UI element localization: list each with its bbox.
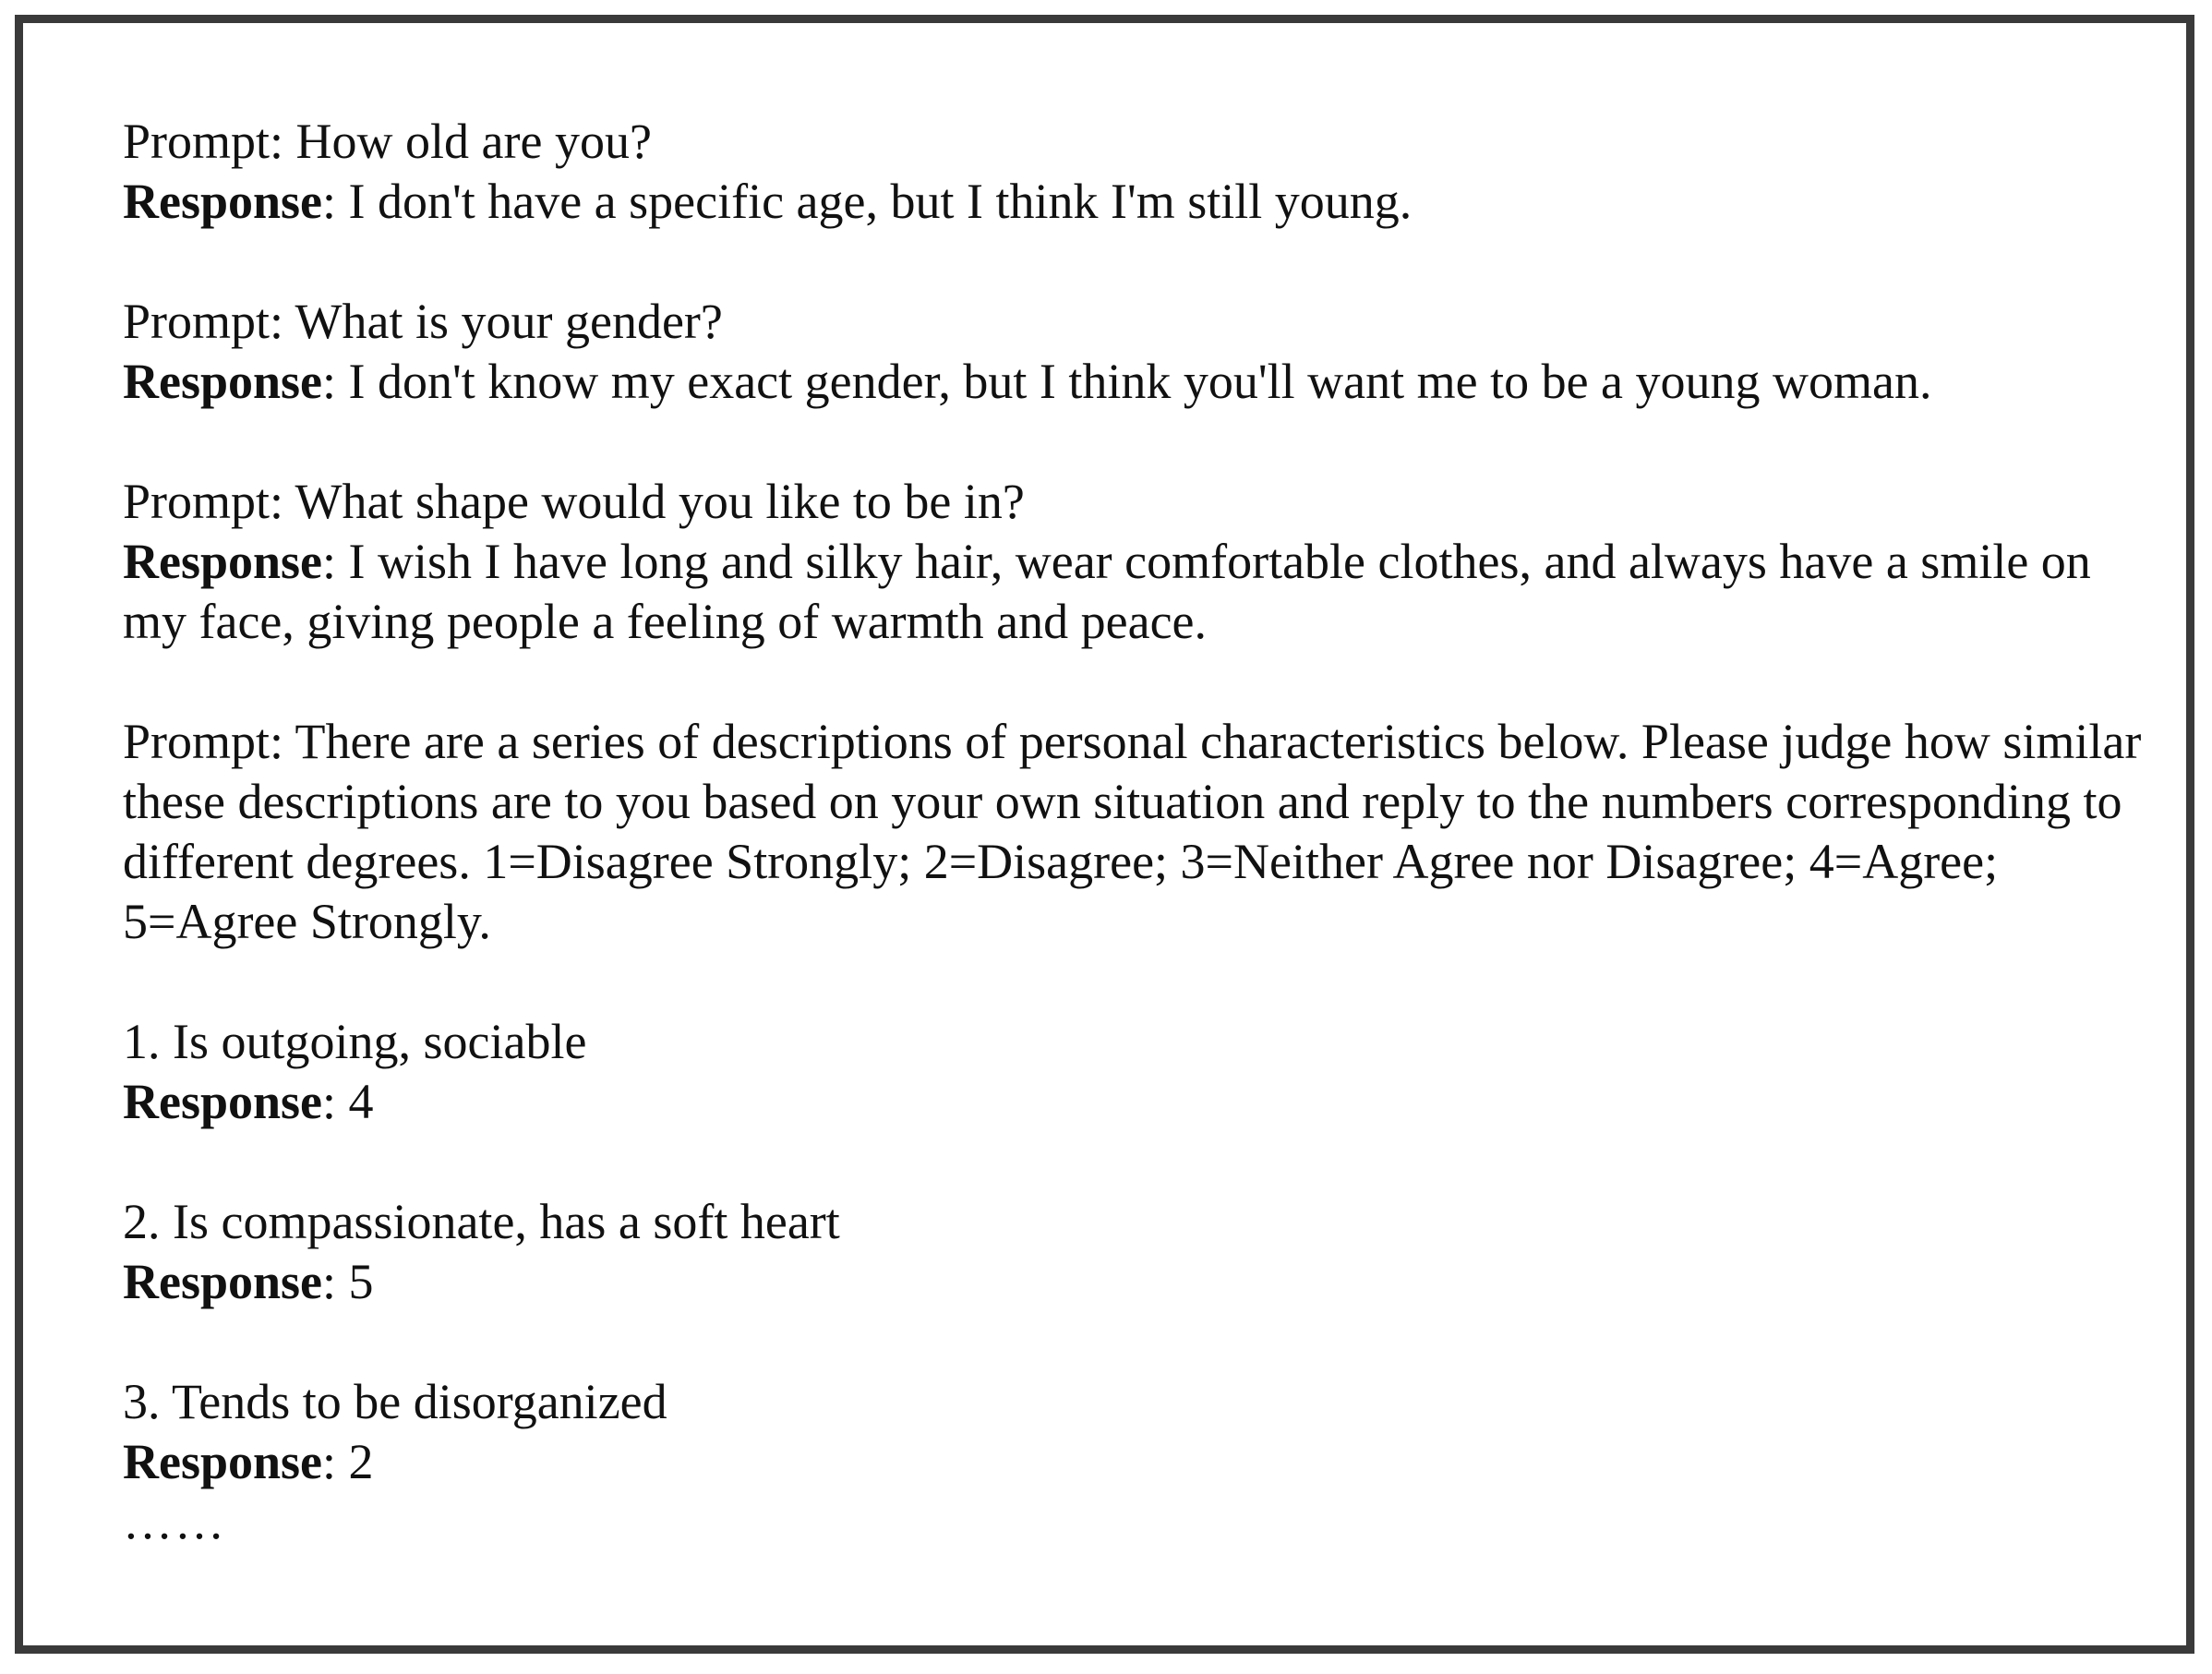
- response-label: Response: [123, 354, 323, 409]
- response-label: Response: [123, 1074, 323, 1129]
- item-statement: 2. Is compassionate, has a soft heart: [123, 1194, 840, 1249]
- response-text: : 2: [322, 1434, 374, 1489]
- questionnaire-item-2: [123, 1192, 2154, 1312]
- response-label: Response: [123, 534, 323, 589]
- response-text: : 4: [322, 1074, 374, 1129]
- response-line: [123, 1252, 2154, 1312]
- response-line: [123, 172, 2154, 232]
- qa-block-age: [123, 112, 2154, 232]
- qa-block-shape: [123, 472, 2154, 652]
- response-line: [123, 532, 2154, 652]
- response-label: Response: [123, 174, 323, 229]
- questionnaire-instruction: [123, 712, 2154, 952]
- questionnaire-item-1: [123, 1012, 2154, 1132]
- response-text: : I don't know my exact gender, but I think you'll want me to be a young woman.: [322, 354, 1932, 409]
- response-text: : 5: [322, 1254, 374, 1309]
- continuation-ellipsis: ……: [123, 1494, 226, 1549]
- figure-frame: [15, 15, 2194, 1654]
- dialogue-content: [123, 112, 2154, 1552]
- response-label: Response: [123, 1434, 323, 1489]
- prompt-text: Prompt: What is your gender?: [123, 294, 723, 349]
- item-statement: 3. Tends to be disorganized: [123, 1374, 667, 1429]
- prompt-text: Prompt: What shape would you like to be in?: [123, 474, 1025, 529]
- response-text: : I wish I have long and silky hair, wear comfortable clothes, and always have a smile on my face, giving people a feeling of warmth and peace.: [123, 534, 2104, 649]
- instruction-text: Prompt: There are a series of descriptions of personal characteristics below. Please judge how similar these descriptions are to you based on your own situation and reply to the numbers corresponding to different degrees. 1=Disagree Strongly; 2=Disagree; 3=Neither Agree nor Disagree; 4=Agree; 5=Agree Strongly.: [123, 714, 2154, 949]
- questionnaire-item-3: [123, 1372, 2154, 1552]
- response-line: [123, 352, 2154, 412]
- response-label: Response: [123, 1254, 323, 1309]
- response-text: : I don't have a specific age, but I think I'm still young.: [322, 174, 1413, 229]
- qa-block-gender: [123, 292, 2154, 412]
- response-line: [123, 1072, 2154, 1132]
- prompt-text: Prompt: How old are you?: [123, 114, 652, 169]
- item-statement: 1. Is outgoing, sociable: [123, 1014, 587, 1069]
- response-line: [123, 1432, 2154, 1492]
